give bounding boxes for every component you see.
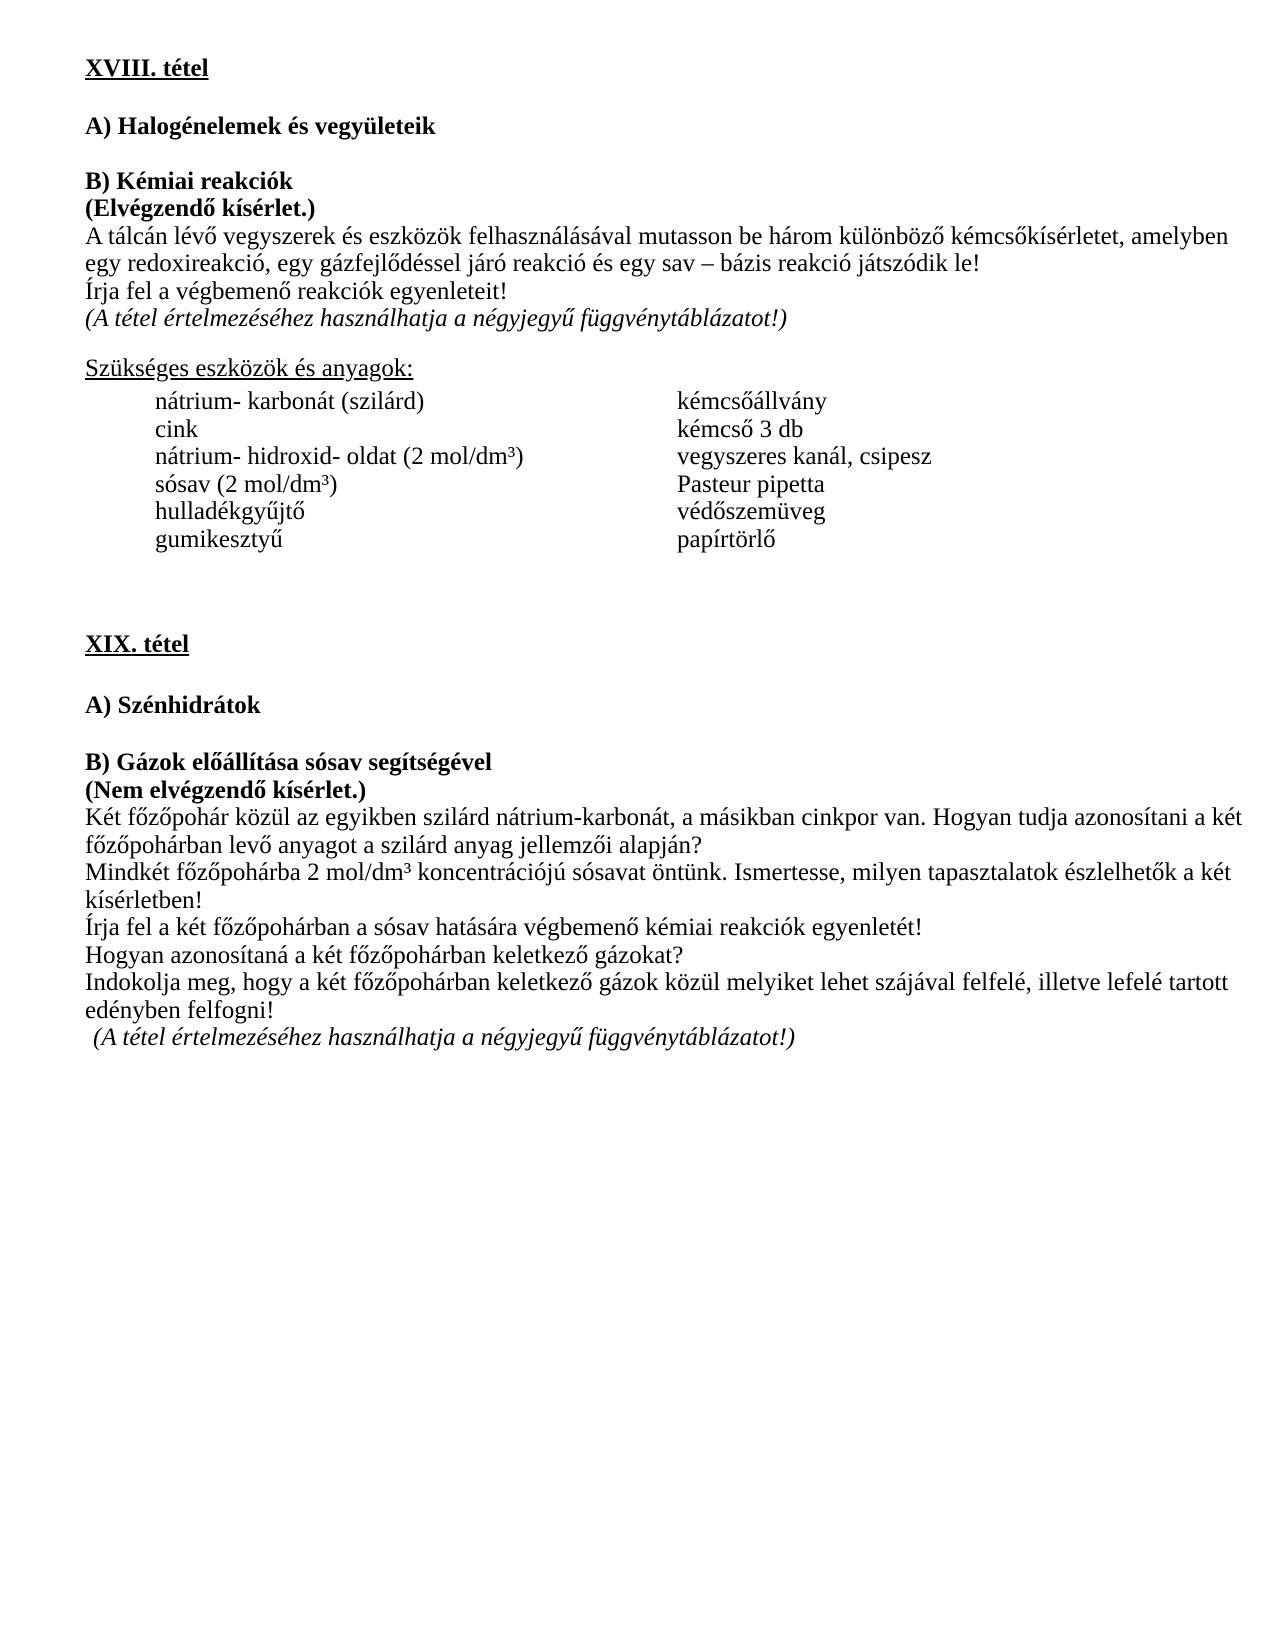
section-xix-body-line: főzőpohárban levő anyagot a szilárd anyag jellemzői alapján?: [85, 831, 703, 859]
materials-row: [85, 443, 1185, 471]
materials-row: [85, 388, 1185, 416]
material-item: hulladékgyűjtő: [155, 498, 305, 525]
section-xviii-part-a: A) Halogénelemek és vegyületeik: [85, 112, 436, 140]
material-item: Pasteur pipetta: [677, 470, 825, 498]
section-xix-body-line: Hogyan azonosítaná a két főzőpohárban keletkező gázokat?: [85, 941, 684, 969]
section-xviii-part-b-title: B) Kémiai reakciók: [85, 167, 293, 195]
section-xviii-body-line: Írja fel a végbemenő reakciók egyenleteit!: [85, 277, 508, 305]
materials-row: [85, 498, 1185, 526]
section-xix-heading: [85, 631, 1185, 659]
materials-list: [85, 388, 1185, 553]
section-xviii: [85, 55, 1229, 553]
section-xix-part-b-note: (Nem elvégzendő kísérlet.): [85, 776, 367, 804]
section-xix: [85, 631, 1243, 1052]
section-xviii-body-line: egy redoxireakció, egy gázfejlődéssel járó reakció és egy sav – bázis reakció játszódik le!: [85, 250, 981, 277]
materials-row: [85, 416, 1185, 444]
material-item: papírtörlő: [677, 525, 776, 553]
material-item: védőszemüveg: [677, 498, 826, 525]
section-xix-body-line: Írja fel a két főzőpohárban a sósav hatására végbemenő kémiai reakciók egyenletét!: [85, 914, 923, 941]
materials-row: [85, 526, 1185, 554]
material-item: gumikesztyű: [155, 525, 283, 553]
materials-heading-text: Szükséges eszközök és anyagok:: [85, 354, 414, 382]
section-xviii-heading: [85, 55, 1185, 83]
material-item: nátrium- hidroxid- oldat (2 mol/dm³): [155, 443, 524, 470]
section-xviii-body-line: A tálcán lévő vegyszerek és eszközök felhasználásával mutasson be három különböző kémcsőkísérletet, amelyben: [85, 222, 1229, 250]
materials-row: [85, 471, 1185, 499]
material-item: kémcsőállvány: [677, 388, 827, 415]
section-xviii-heading-text: XVIII. tétel: [85, 55, 209, 82]
section-xix-body-line: Indokolja meg, hogy a két főzőpohárban keletkező gázok közül melyiket lehet szájával felfelé, illetve lefelé tartott: [85, 969, 1229, 996]
section-xix-body-line: Mindkét főzőpohárba 2 mol/dm³ koncentrációjú sósavat öntünk. Ismertesse, milyen tapasztalatok észlelhetők a két: [85, 859, 1232, 886]
material-item: sósav (2 mol/dm³): [155, 470, 338, 498]
section-xviii-part-b-note: (Elvégzendő kísérlet.): [85, 195, 316, 222]
section-xviii-italic-note: (A tétel értelmezéséhez használhatja a négyjegyű függvénytáblázatot!): [85, 305, 788, 332]
section-xix-part-b-title: B) Gázok előállítása sósav segítségével: [85, 749, 492, 776]
material-item: cink: [155, 415, 199, 443]
material-item: kémcső 3 db: [677, 415, 804, 443]
materials-heading: [85, 355, 1185, 383]
material-item: vegyszeres kanál, csipesz: [677, 443, 932, 470]
section-xix-body-line: edényben felfogni!: [85, 996, 275, 1024]
section-xix-body-line: kísérletben!: [85, 886, 204, 914]
section-xix-italic-note: (A tétel értelmezéséhez használhatja a négyjegyű függvénytáblázatot!): [93, 1024, 796, 1051]
document-content: [85, 55, 1243, 1052]
section-xix-body-line: Két főzőpohár közül az egyikben szilárd nátrium-karbonát, a másikban cinkpor van. Hogyan tudja azonosítani a két: [85, 804, 1243, 831]
material-item: nátrium- karbonát (szilárd): [155, 388, 425, 415]
section-xix-heading-text: XIX. tétel: [85, 631, 190, 658]
section-xix-part-a: A) Szénhidrátok: [85, 692, 261, 719]
